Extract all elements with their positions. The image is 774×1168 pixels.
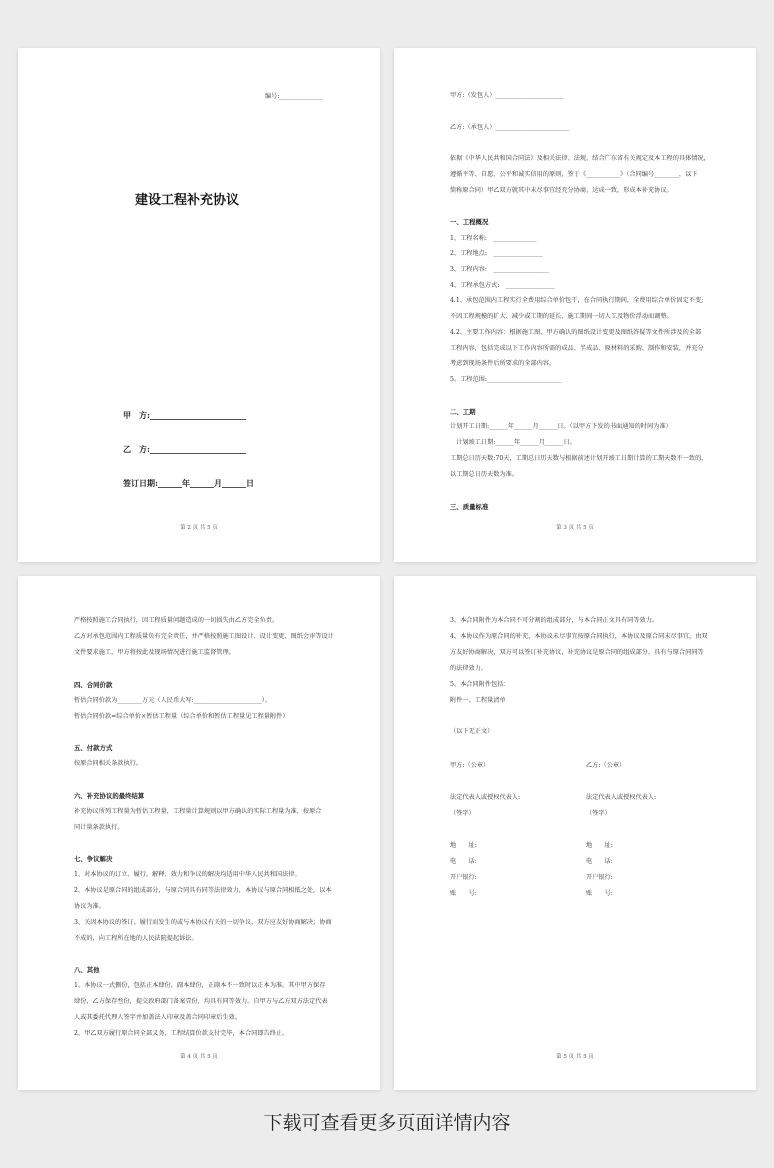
text-line: 暂估合同价款为________万元（人民币大写:______________________）。: [74, 697, 271, 704]
section-heading: 八、其他: [74, 966, 100, 974]
section-heading: 二、工期: [450, 408, 476, 416]
text-line: 工程内容，包括完成以下工作内容所需的成品、半成品、原材料的采购、制作和安装，并充分: [450, 345, 704, 352]
document-title: 建设工程补充协议: [135, 193, 240, 208]
text-line: 肆份，乙方保存叁份，提交政府部门备案壹份，均具有同等效力。自甲方与乙方双方法定代表: [74, 998, 328, 1005]
text-line: 乙方对承包范围内工程质量负有完全责任，并严格按照施工图设计、设计变更、图纸会审等设计: [74, 633, 334, 640]
text-line: 不因工程规模的扩大、减少或工期的延长、施工期间一切人工及物价浮动而调整。: [450, 313, 673, 320]
text-line: 1、工程名称: ______________: [450, 235, 537, 242]
text-line: 5、本合同附件包括：: [450, 681, 510, 688]
text-line: 4.2、主要工作内容：根据施工图、甲方确认的图纸设计变更及图纸答疑等文件所涉及的全部: [450, 329, 702, 336]
text-line: 2、甲乙双方履行原合同全部义务，工程结算价款支付完毕，本合同即告终止。: [74, 1030, 289, 1037]
text-line: 严格按照施工合同执行，因工程质量问题造成的一切损失由乙方完全负责。: [74, 617, 279, 624]
signature-field: 电 话:: [586, 858, 613, 865]
signature-field: 地 址:: [450, 842, 477, 849]
text-line: 5、工程范围:________________________: [450, 376, 562, 383]
text-line: 2、本协议是原合同的组成部分，与原合同具有同等法律效力，本协议与原合同相抵之处，以本: [74, 887, 332, 894]
document-page-cover: [18, 48, 380, 562]
text-line: 按原合同相关条款执行。: [74, 760, 143, 767]
text-line: 附件一、工程量清单: [450, 697, 506, 704]
text-line: 计划竣工日期:______年______月______日。: [450, 439, 576, 446]
page-footer: 第 5 页 共 5 页: [556, 1054, 594, 1060]
download-caption: 下载可查看更多页面详情内容: [263, 1112, 511, 1134]
section-heading: 一、工程概况: [450, 218, 489, 226]
page-footer: 第 3 页 共 5 页: [556, 525, 594, 531]
signature-field: 甲方:（公章）: [450, 762, 490, 769]
party-b-line: 乙 方:________________________: [123, 444, 246, 454]
signature-field: （签字）: [586, 810, 611, 817]
text-line: 简称原合同）甲乙双方就其中未尽事宜经充分协商，达成一致，形成本补充协议。: [450, 187, 673, 194]
text-line: 考虑到现场条件后所要求的全部内容。: [450, 360, 556, 367]
text-line: 计划开工日期:______年______月______日。（以甲方下发的书面通知的时间为准）: [450, 423, 672, 430]
signature-field: 法定代表人或授权代表人:: [450, 794, 521, 801]
text-line: 甲方:（发包人）______________________: [450, 92, 564, 99]
contract-number-label: 编号:______________: [265, 93, 323, 100]
signature-field: 开户银行:: [586, 874, 613, 881]
text-line: 同计量条款执行。: [74, 824, 124, 831]
text-line: 文件要求施工，甲方将按此及现场情况进行施工监督管理。: [74, 649, 235, 656]
text-line: 工期总日历天数:70天，工期总日历天数与根据前述计划开竣工日期计算的工期天数不一致的，: [450, 455, 708, 462]
text-line: 4、工程承包方式: ________________: [450, 282, 556, 289]
signature-field: 电 话:: [450, 858, 477, 865]
text-line: 乙方:（承包人）________________________: [450, 124, 570, 131]
text-line: 补充协议所列工程量为暂估工程量，工程量计算规则以甲方确认的实际工程量为准，按原合: [74, 808, 322, 815]
signature-field: 开户银行:: [450, 874, 477, 881]
signature-field: 法定代表人或授权代表人:: [586, 794, 657, 801]
party-a-line: 甲 方:________________________: [123, 410, 246, 420]
signature-field: 地 址:: [586, 842, 613, 849]
text-line: （以下无正文）: [450, 728, 494, 735]
text-line: 3、工程内容: __________________: [450, 266, 549, 273]
document-page-3: [394, 48, 756, 562]
text-line: 2、工程地点: ________________: [450, 250, 543, 257]
text-line: 3、本合同附件为本合同不可分割的组成部分，与本合同正文具有同等效力。: [450, 617, 659, 624]
section-heading: 三、质量标准: [450, 503, 489, 511]
page-footer: 第 4 页 共 5 页: [180, 1054, 218, 1060]
section-heading: 四、合同价款: [74, 681, 113, 689]
text-line: 暂估合同价款=综合单价×暂估工程量（综合单价和暂估工程量见工程量附件）: [74, 713, 289, 720]
sign-date-line: 签订日期:______年______月______日: [123, 478, 254, 488]
section-heading: 六、补充协议的最终结算: [74, 792, 145, 800]
signature-field: 账 号:: [586, 890, 613, 897]
document-page-4: [18, 576, 380, 1090]
text-line: 人或其委托代理人签字并加盖法人印章及盖合同印章后生效。: [74, 1014, 242, 1021]
text-line: 的法律效力。: [450, 665, 488, 672]
text-line: 依据《中华人民共和国合同法》及相关法律、法规，结合广东省有关规定及本工程的具体情况，: [450, 155, 710, 162]
text-line: 不成的，向工程所在地的人民法院提起诉讼。: [74, 935, 198, 942]
text-line: 1、对本协议的订立、履行、解释、效力和争议的解决均适用中华人民共和国法律。: [74, 871, 301, 878]
text-line: 以工期总日历天数为准。: [450, 471, 519, 478]
text-line: 1、本协议一式捌份，包括正本肆份，副本肆份，正副本不一致时以正本为准。其中甲方保存: [74, 982, 326, 989]
text-line: 4.1、承包范围内工程实行全费用综合单价包干，在合同执行期间，全费用综合单价固定不变;: [450, 297, 704, 304]
signature-field: 乙方:（公章）: [586, 762, 626, 769]
signature-field: （签字）: [450, 810, 475, 817]
text-line: 方友好协商解决，双方可以签订补充协议，补充协议是原合同的组成部分，具有与原合同同等: [450, 649, 704, 656]
text-line: 3、关因本协议的签订、履行而发生的或与本协议有关的一切争议，双方应友好协商解决；协商: [74, 919, 332, 926]
section-heading: 七、争议解决: [74, 855, 113, 863]
document-page-5: [394, 576, 756, 1090]
signature-field: 账 号:: [450, 890, 477, 897]
page-footer: 第 2 页 共 5 页: [180, 525, 218, 531]
text-line: 协议为准。: [74, 903, 105, 910]
text-line: 遵循平等、自愿、公平和诚实信用的原则，签于《___________》（合同编号________，以下: [450, 171, 698, 178]
section-heading: 五、付款方式: [74, 744, 113, 752]
text-line: 4、本协议作为原合同的补充，本协议未尽事宜按原合同执行，本协议及原合同未尽事宜，由双: [450, 633, 708, 640]
